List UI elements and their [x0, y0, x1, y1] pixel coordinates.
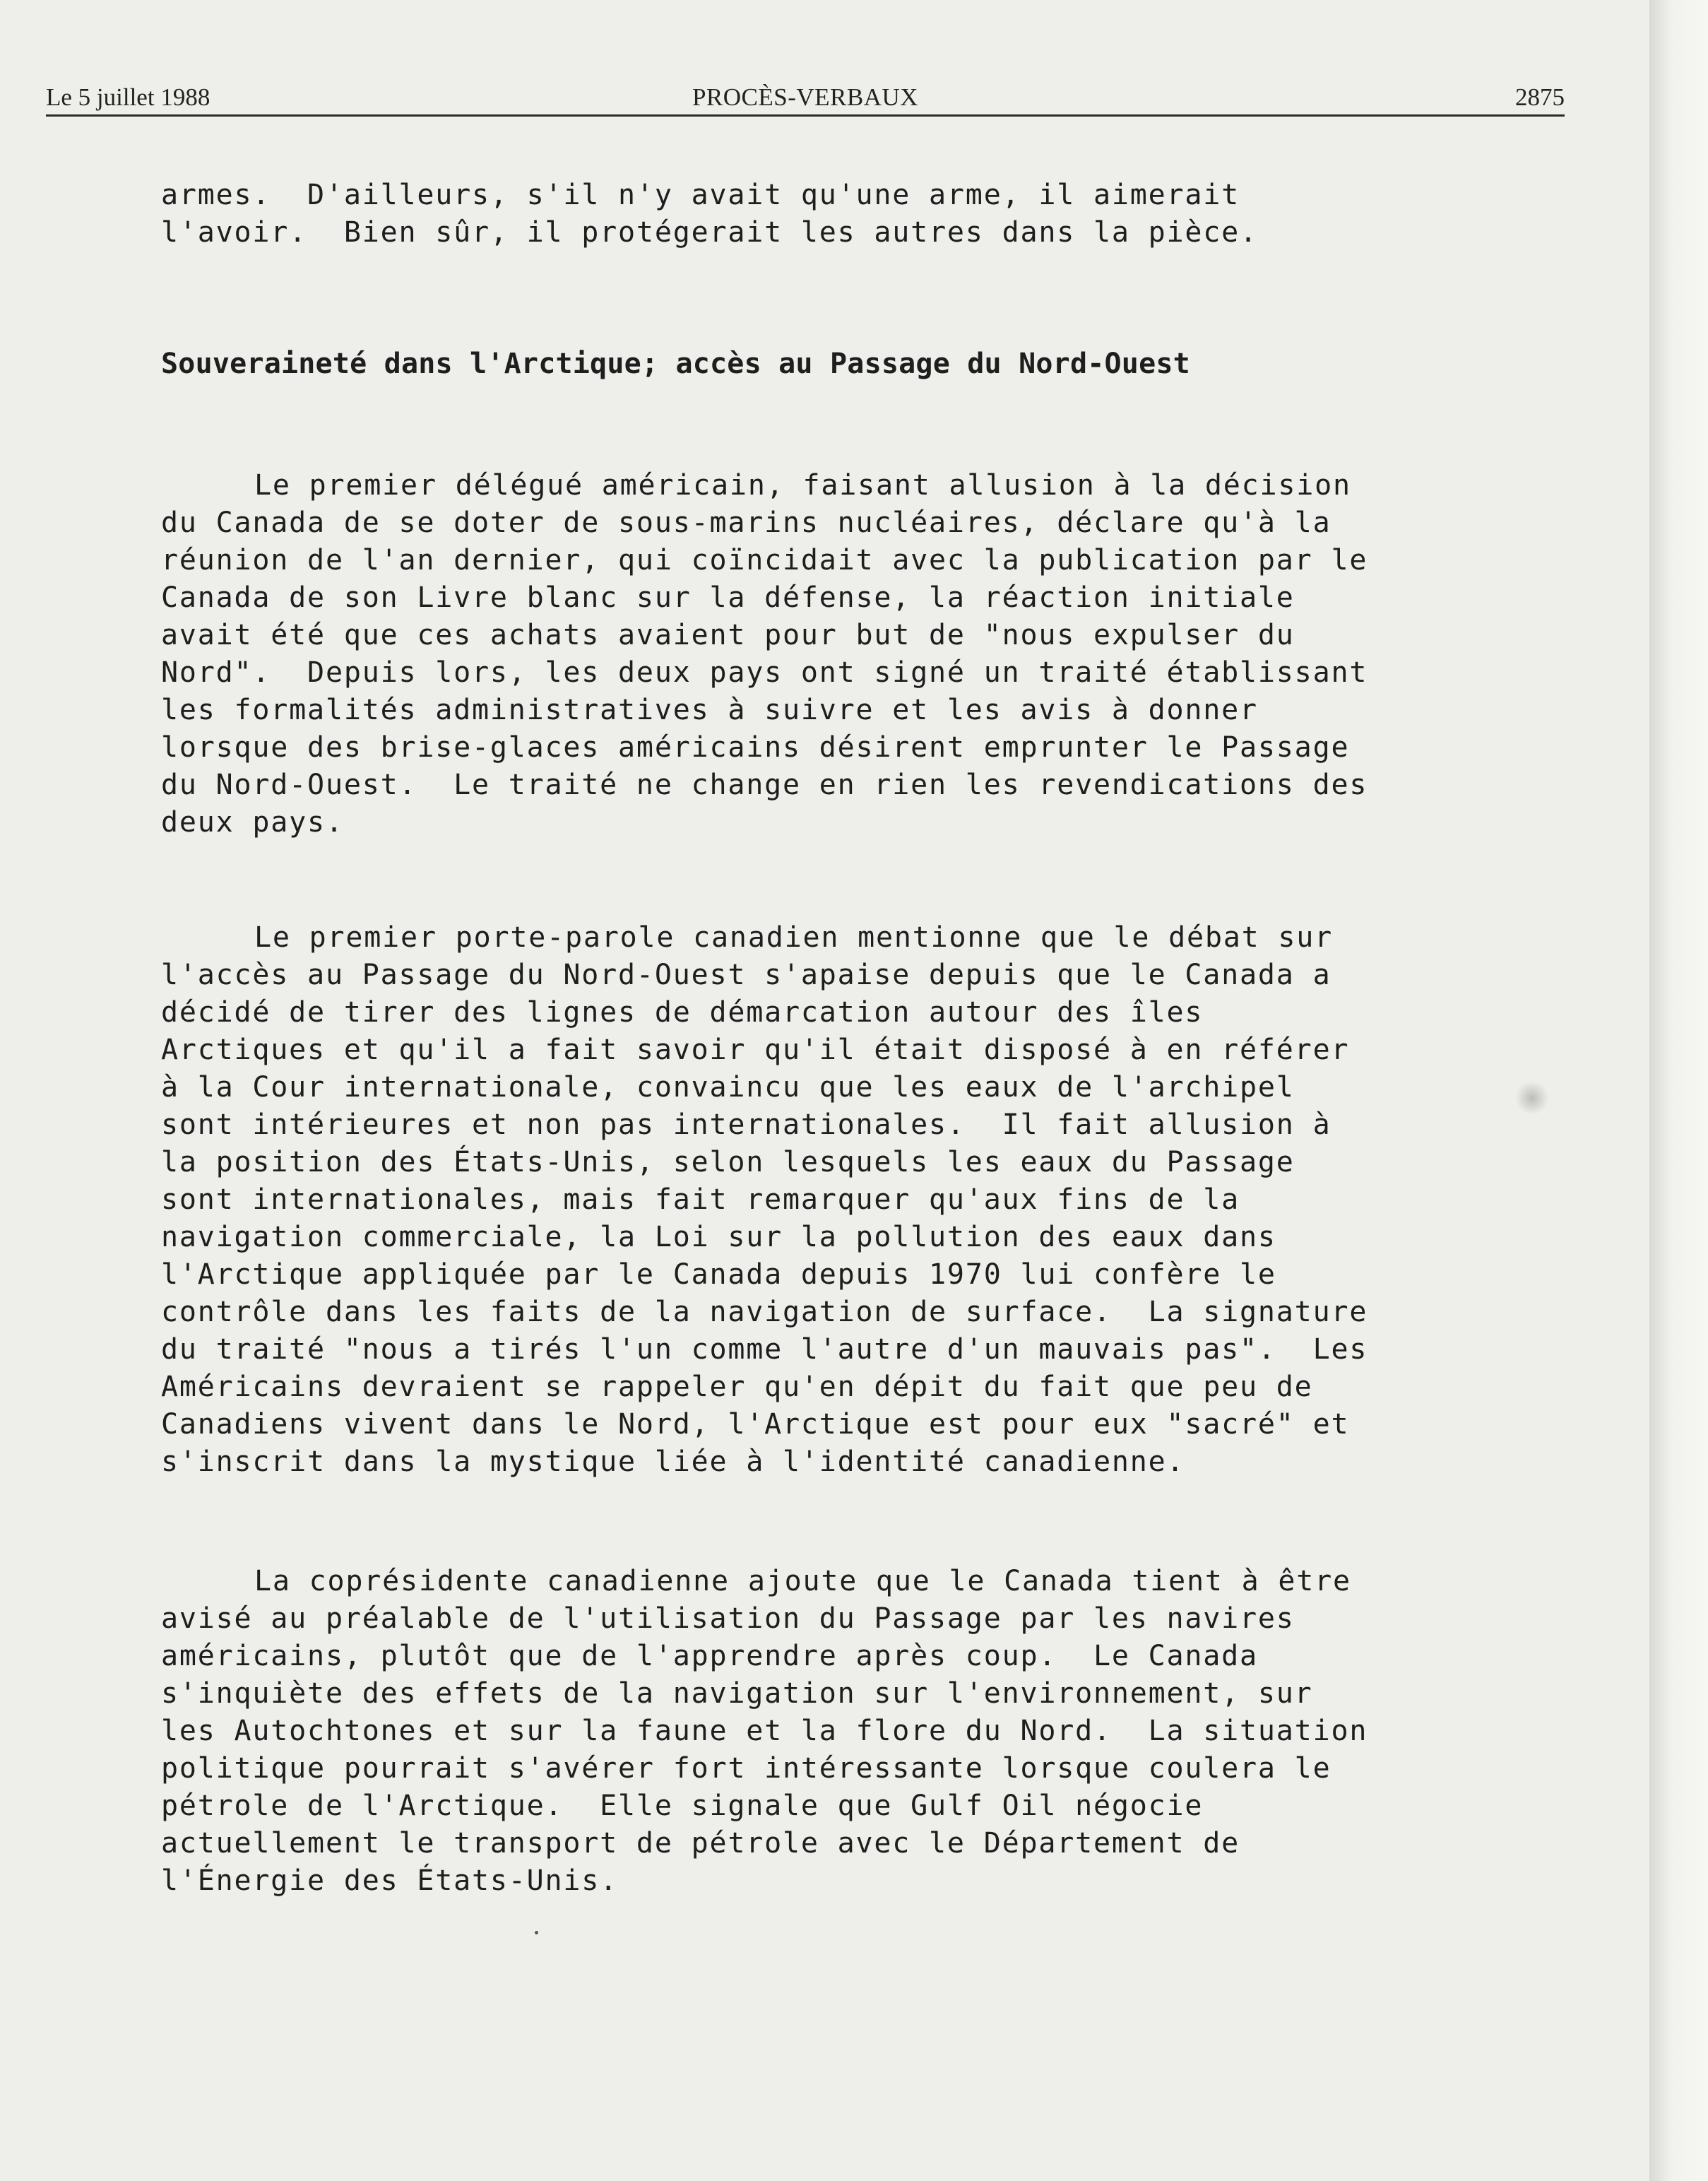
- text-line: s'inscrit dans la mystique liée à l'identité canadienne.: [161, 1446, 1185, 1478]
- text-line: La coprésidente canadienne ajoute que le Canada tient à être: [254, 1565, 1351, 1597]
- page-number: 2875: [1515, 83, 1565, 111]
- text-line: sont intérieures et non pas internationales. Il fait allusion à: [161, 1109, 1332, 1141]
- text-line: les formalités administratives à suivre et les avis à donner: [161, 694, 1258, 726]
- text-line: Le premier porte-parole canadien mentionne que le débat sur: [254, 921, 1334, 954]
- text-line: politique pourrait s'avérer fort intéressante lorsque coulera le: [161, 1752, 1332, 1785]
- page-header: [46, 83, 1565, 117]
- text-line: pétrole de l'Arctique. Elle signale que Gulf Oil négocie: [161, 1790, 1204, 1822]
- scan-smudge: [1515, 1081, 1549, 1115]
- text-line: Canadiens vivent dans le Nord, l'Arctique est pour eux "sacré" et: [161, 1408, 1350, 1441]
- text-line: du traité "nous a tirés l'un comme l'autre d'un mauvais pas". Les: [161, 1333, 1368, 1366]
- text-line: les Autochtones et sur la faune et la flore du Nord. La situation: [161, 1715, 1368, 1747]
- text-line: deux pays.: [161, 806, 344, 839]
- page-edge-shadow: [1649, 0, 1708, 2181]
- text-line: l'Arctique appliquée par le Canada depuis 1970 lui confère le: [161, 1258, 1276, 1291]
- text-line: Nord". Depuis lors, les deux pays ont signé un traité établissant: [161, 656, 1368, 689]
- text-line: l'accès au Passage du Nord-Ouest s'apaise depuis que le Canada a: [161, 959, 1332, 991]
- text-line: réunion de l'an dernier, qui coïncidait avec la publication par le: [161, 544, 1368, 577]
- text-line: contrôle dans les faits de la navigation de surface. La signature: [161, 1296, 1368, 1328]
- text-line: la position des États-Unis, selon lesquels les eaux du Passage: [161, 1146, 1295, 1178]
- text-line: Américains devraient se rappeler qu'en dépit du fait que peu de: [161, 1371, 1313, 1403]
- text-line: l'Énergie des États-Unis.: [161, 1864, 619, 1897]
- text-line: du Canada de se doter de sous-marins nucléaires, déclare qu'à la: [161, 507, 1332, 539]
- section-heading: Souveraineté dans l'Arctique; accès au Passage du Nord-Ouest: [161, 348, 1190, 380]
- text-line: armes. D'ailleurs, s'il n'y avait qu'une arme, il aimerait: [161, 179, 1240, 211]
- stray-mark: [535, 1931, 538, 1934]
- header-rule: [46, 114, 1565, 117]
- text-line: sont internationales, mais fait remarquer qu'aux fins de la: [161, 1183, 1240, 1216]
- text-line: actuellement le transport de pétrole avec le Département de: [161, 1827, 1240, 1860]
- text-line: lorsque des brise-glaces américains désirent emprunter le Passage: [161, 731, 1350, 764]
- text-line: à la Cour internationale, convaincu que les eaux de l'archipel: [161, 1071, 1295, 1104]
- header-title: PROCÈS-VERBAUX: [692, 83, 919, 111]
- text-line: décidé de tirer des lignes de démarcation autour des îles: [161, 996, 1204, 1029]
- text-line: Canada de son Livre blanc sur la défense, la réaction initiale: [161, 581, 1295, 614]
- text-line: avait été que ces achats avaient pour but de "nous expulser du: [161, 619, 1295, 651]
- text-line: l'avoir. Bien sûr, il protégerait les autres dans la pièce.: [161, 216, 1258, 249]
- text-line: navigation commerciale, la Loi sur la pollution des eaux dans: [161, 1221, 1276, 1253]
- header-date: Le 5 juillet 1988: [46, 83, 210, 111]
- text-line: s'inquiète des effets de la navigation sur l'environnement, sur: [161, 1677, 1313, 1710]
- text-line: américains, plutôt que de l'apprendre après coup. Le Canada: [161, 1640, 1258, 1672]
- text-line: du Nord-Ouest. Le traité ne change en rien les revendications des: [161, 769, 1368, 801]
- text-line: Le premier délégué américain, faisant allusion à la décision: [254, 469, 1351, 502]
- text-line: avisé au préalable de l'utilisation du Passage par les navires: [161, 1602, 1295, 1635]
- text-line: Arctiques et qu'il a fait savoir qu'il était disposé à en référer: [161, 1034, 1350, 1066]
